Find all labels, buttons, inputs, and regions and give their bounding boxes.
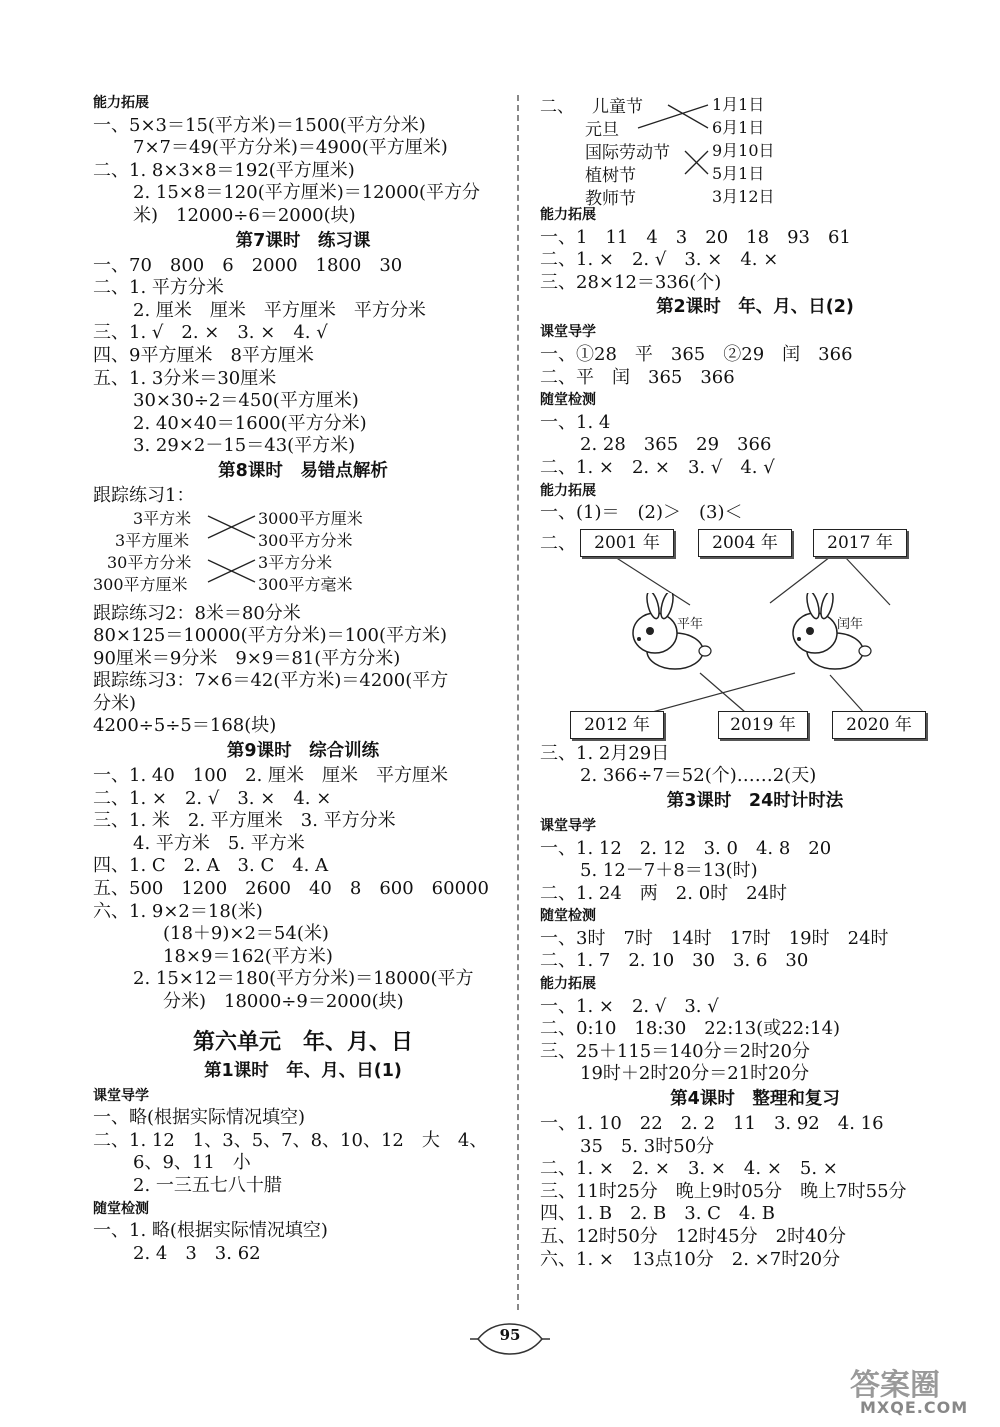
holiday-matching-exercise (540, 92, 970, 209)
rabbit-label: 闰年 (837, 616, 864, 632)
answer-line: 三、25＋115＝140分＝2时20分 (540, 1040, 810, 1062)
year-box: 2012 年 (570, 711, 664, 739)
section-heading: 能力拓展 (540, 482, 596, 499)
answer-line: 二、1. 24 两 2. 0时 24时 (540, 882, 788, 904)
answer-line: 4200÷5÷5＝168(块) (93, 715, 277, 737)
match-prefix: 二、 (540, 97, 574, 117)
answer-line: 二、1. 12 1、3、5、7、8、10、12 大 4、 (93, 1129, 488, 1151)
year-box: 2001 年 (580, 529, 674, 557)
match-right-item: 300平方毫米 (258, 574, 353, 594)
answer-line: 跟踪练习2：8米＝80分米 (93, 602, 301, 624)
match-right-item: 300平方分米 (258, 530, 353, 550)
lesson-title: 第1课时 年、月、日(1) (204, 1060, 402, 1081)
answer-line: 2. 28 365 29 366 (580, 434, 772, 456)
section-heading: 课堂导学 (93, 1087, 149, 1104)
date-item: 5月1日 (712, 164, 765, 183)
watermark-url: MXQE.COM (860, 1398, 969, 1417)
answer-line: 二、1. × 2. √ 3. × 4. × (93, 787, 332, 809)
answer-line: 六、1. × 13点10分 2. ×7时20分 (540, 1248, 841, 1270)
section-heading: 能力拓展 (93, 95, 149, 111)
right-column (540, 92, 970, 1271)
answer-line: 2. 15×12＝180(平方分米)＝18000(平方 (133, 968, 474, 990)
answer-line: 二、平 闰 365 366 (540, 366, 735, 388)
answer-line: 35 5. 3时50分 (580, 1135, 715, 1157)
watermark-logo (850, 1360, 990, 1420)
unit-title: 第六单元 年、月、日 (192, 1029, 413, 1055)
answer-line: 18×9＝162(平方米) (163, 945, 333, 967)
answer-line: 5. 12－7＋8＝13(时) (580, 860, 758, 882)
section-heading: 课堂导学 (540, 324, 596, 341)
answer-line: 六、1. 9×2＝18(米) (93, 900, 263, 922)
page-number-badge (470, 1320, 550, 1358)
match-right-item: 3000平方厘米 (258, 508, 363, 528)
answer-line: 四、1. C 2. A 3. C 4. A (93, 855, 329, 877)
answer-line: 90厘米＝9分米 9×9＝81(平方分米) (93, 647, 401, 669)
answer-line: 一、(1)＝ (2)＞ (3)＜ (540, 502, 743, 524)
left-column (93, 92, 513, 1265)
answer-line: 一、1. 10 22 2. 2 11 3. 92 4. 16 (540, 1113, 884, 1135)
lesson-title: 第7课时 练习课 (235, 230, 371, 251)
answer-line: 一、1 11 4 3 20 18 93 61 (540, 226, 851, 248)
answer-line: 一、1. 12 2. 12 3. 0 4. 8 20 (540, 837, 832, 859)
year-box: 2020 年 (832, 711, 926, 739)
holiday-item: 国际劳动节 (585, 143, 670, 163)
exercise-prefix: 二、 (540, 532, 576, 554)
lesson-title: 第9课时 综合训练 (226, 741, 380, 762)
lesson-title: 第3课时 24时计时法 (666, 790, 844, 811)
match-left-item: 3平方厘米 (115, 530, 190, 550)
answer-line: 2. 40×40＝1600(平方分米) (133, 412, 367, 434)
holiday-item: 植树节 (585, 166, 636, 186)
date-item: 9月10日 (712, 141, 775, 160)
lesson-title: 第4课时 整理和复习 (670, 1089, 840, 1110)
answer-line: 一、5×3＝15(平方米)＝1500(平方分米) (93, 114, 426, 136)
match-left-item: 300平方厘米 (93, 574, 188, 594)
answer-line: 跟踪练习1： (93, 484, 195, 506)
answer-line: 三、1. √ 2. × 3. × 4. √ (93, 322, 328, 344)
answer-line: 一、1. 略(根据实际情况填空) (93, 1220, 328, 1242)
answer-line: 五、500 1200 2600 40 8 600 60000 (93, 878, 489, 900)
answer-line: 80×125＝10000(平方分米)＝100(平方米) (93, 625, 448, 647)
answer-line: 一、1. 4 (540, 411, 611, 433)
rabbit-icon (625, 593, 735, 678)
answer-line: 一、3时 7时 14时 17时 19时 24时 (540, 927, 889, 949)
unit-matching-exercise (93, 508, 513, 603)
answer-line: 米) 12000÷6＝2000(块) (133, 204, 356, 226)
answer-line: 一、1. 40 100 2. 厘米 厘米 平方厘米 (93, 765, 449, 787)
section-heading: 能力拓展 (540, 976, 596, 993)
year-box: 2019 年 (718, 711, 808, 739)
answer-line: 一、1. × 2. √ 3. √ (540, 995, 719, 1017)
match-left-item: 3平方米 (133, 508, 192, 528)
page-number: 95 (499, 1326, 521, 1344)
section-heading: 随堂检测 (93, 1200, 149, 1217)
lesson-title: 第8课时 易错点解析 (218, 460, 388, 481)
date-item: 1月1日 (712, 95, 765, 114)
answer-line: 6、9、11 小 (133, 1152, 251, 1174)
answer-line: 三、28×12＝336(个) (540, 271, 722, 293)
section-heading: 随堂检测 (540, 392, 596, 409)
answer-line: 三、1. 米 2. 平方厘米 3. 平方分米 (93, 810, 396, 832)
answer-line: 分米) 18000÷9＝2000(块) (163, 991, 404, 1012)
answer-line: 30×30÷2＝450(平方厘米) (133, 390, 359, 412)
answer-line: 二、0:10 18:30 22:13(或22:14) (540, 1018, 841, 1040)
match-left-item: 30平方分米 (107, 552, 192, 572)
answer-line: 四、1. B 2. B 3. C 4. B (540, 1203, 776, 1225)
column-divider (517, 95, 519, 1310)
rabbit-label: 平年 (677, 616, 704, 632)
date-item: 3月12日 (712, 187, 775, 206)
answer-line: 2. 15×8＝120(平方厘米)＝12000(平方分 (133, 182, 481, 204)
section-heading: 随堂检测 (540, 908, 596, 925)
answer-line: 3. 29×2－15＝43(平方米) (133, 435, 356, 457)
year-box: 2017 年 (813, 529, 907, 557)
answer-line: (18＋9)×2＝54(米) (163, 923, 329, 945)
answer-line: 一、略(根据实际情况填空) (93, 1107, 306, 1129)
answer-line: 三、11时25分 晚上9时05分 晚上7时55分 (540, 1180, 907, 1202)
answer-line: 7×7＝49(平方分米)＝4900(平方厘米) (133, 137, 448, 159)
leap-year-exercise (540, 525, 970, 743)
answer-line: 2. 4 3 3. 62 (133, 1242, 261, 1264)
holiday-item: 元旦 (585, 120, 619, 140)
answer-line: 2. 一三五七八十腊 (133, 1174, 282, 1196)
answer-line: 19时＋2时20分＝21时20分 (580, 1063, 810, 1085)
answer-line: 二、1. 7 2. 10 30 3. 6 30 (540, 950, 809, 972)
answer-line: 五、12时50分 12时45分 2时40分 (540, 1226, 846, 1247)
answer-line: 二、1. 8×3×8＝192(平方厘米) (93, 159, 355, 181)
rabbit-icon (785, 593, 895, 678)
answer-line: 2. 厘米 厘米 平方厘米 平方分米 (133, 299, 426, 321)
watermark-text: 答案圈 (850, 1368, 940, 1403)
lesson-title: 第2课时 年、月、日(2) (656, 297, 854, 318)
answer-line: 一、70 800 6 2000 1800 30 (93, 254, 403, 276)
answer-line: 2. 366÷7＝52(个)……2(天) (580, 765, 817, 787)
answer-line: 一、①28 平 365 ②29 闰 366 (540, 343, 853, 365)
section-heading: 能力拓展 (540, 207, 596, 223)
answer-line: 二、1. × 2. √ 3. × 4. × (540, 249, 779, 271)
answer-line: 跟踪练习3：7×6＝42(平方米)＝4200(平方 (93, 670, 449, 692)
answer-line: 分米) (93, 692, 137, 714)
year-box: 2004 年 (698, 529, 792, 557)
answer-line: 二、1. 平方分米 (93, 277, 224, 299)
answer-line: 三、1. 2月29日 (540, 742, 670, 764)
answer-line: 二、1. × 2. × 3. × 4. × 5. × (540, 1158, 838, 1180)
answer-line: 二、1. × 2. × 3. √ 4. √ (540, 456, 775, 478)
holiday-item: 儿童节 (592, 97, 643, 117)
match-right-item: 3平方分米 (258, 552, 333, 572)
date-item: 6月1日 (712, 118, 765, 137)
answer-line: 4. 平方米 5. 平方米 (133, 832, 305, 854)
answer-line: 五、1. 3分米＝30厘米 (93, 367, 277, 389)
holiday-item: 教师节 (585, 189, 636, 209)
section-heading: 课堂导学 (540, 817, 596, 834)
answer-line: 四、9平方厘米 8平方厘米 (93, 344, 314, 366)
